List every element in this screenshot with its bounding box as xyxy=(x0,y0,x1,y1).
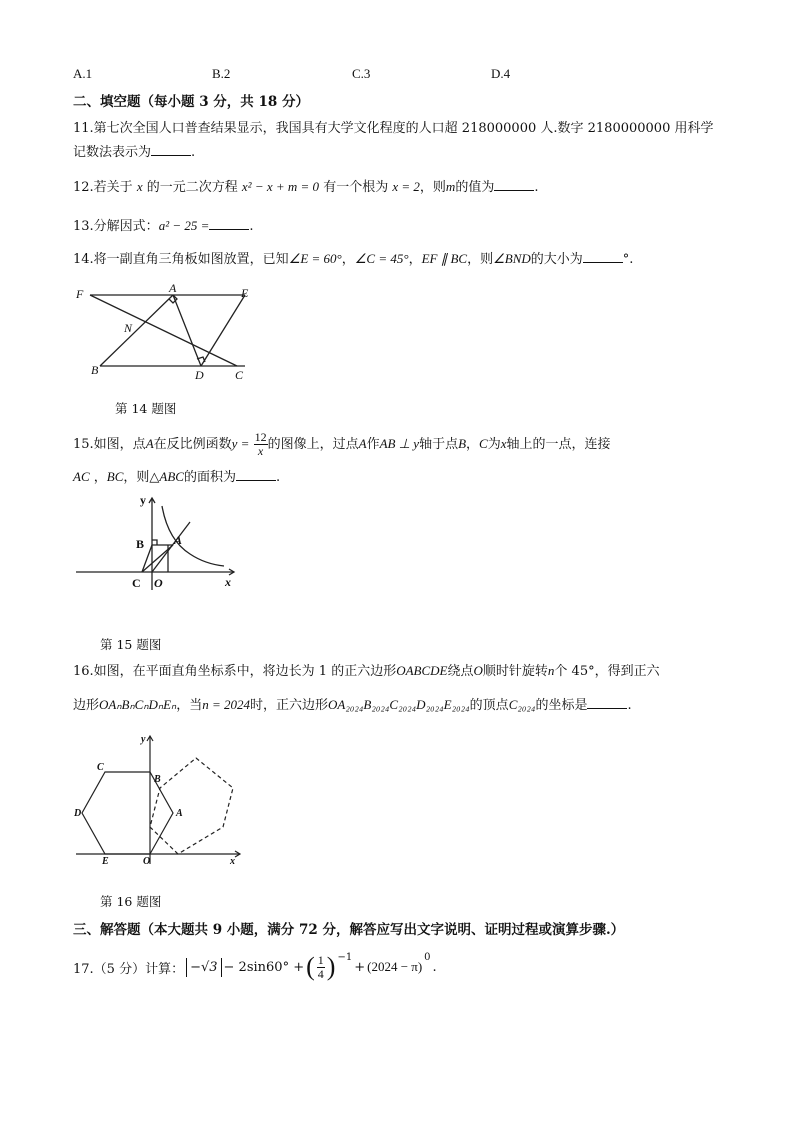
section-3-title: 三、解答题（本大题共 9 小题，满分 72 分，解答应写出文字说明、证明过程或演算步骤.） xyxy=(73,922,625,938)
q15-func-fraction xyxy=(254,431,268,458)
q15-caption: 第 15 题图 xyxy=(100,637,162,652)
q12-answer-blank xyxy=(494,178,534,191)
q15-label-b: B xyxy=(136,537,145,551)
q17-exponent-2: 0 xyxy=(424,952,431,963)
q14-label-e: E xyxy=(241,286,249,300)
q15-line2-abc: ABC xyxy=(159,469,184,484)
q16-line1 xyxy=(73,660,660,679)
q15-point-a: A xyxy=(145,436,154,451)
q15-label-x: x xyxy=(225,575,231,589)
q15-hyperbola xyxy=(162,506,224,566)
q16-label-y: y xyxy=(141,734,146,745)
q16-line2-prefix: 边形 xyxy=(73,698,100,713)
q15-line2-suffix: 的面积为 xyxy=(183,470,236,485)
q17-exponent-1: −1 xyxy=(337,952,353,963)
q16-point-o: O xyxy=(473,663,483,678)
q12-prefix: 12.若关于 xyxy=(73,180,133,195)
q12-mid3: ，则 xyxy=(419,180,446,195)
option-d: D.4 xyxy=(491,66,511,81)
q14-label-f: F xyxy=(76,287,84,301)
section-2-title: 二、填空题（每小题 3 分，共 18 分） xyxy=(73,94,309,110)
q16-figure xyxy=(70,730,250,870)
q16-label-a: A xyxy=(176,808,183,819)
q15-label-a: A xyxy=(174,533,183,547)
q13-text: 13.分解因式：a² − 25 = . xyxy=(73,218,254,234)
q12-mid2: 有一个根为 xyxy=(323,180,389,195)
q15-line-oa xyxy=(152,522,190,572)
q16-label-e: E xyxy=(102,856,109,867)
q15-line2-bc: BC xyxy=(106,469,124,484)
q14-prefix: 14.将一副直角三角板如图放置，已知 xyxy=(73,252,289,267)
q16-label-b: B xyxy=(154,774,161,785)
q15-mid7: 轴上的一点，连接 xyxy=(506,437,611,452)
q15-mid3: 作 xyxy=(366,437,380,452)
option-a: A.1 xyxy=(73,66,93,81)
q17-abs-expr: −√3 xyxy=(186,958,221,977)
q15-point-a-2: A xyxy=(358,436,367,451)
q14-mid: ，则 xyxy=(467,252,494,267)
q14-text: 14.将一副直角三角板如图放置，已知∠E = 60°，∠C = 45°，EF ∥ BC，则∠BND的大小为 °. xyxy=(73,251,634,267)
q14-e-angle: ∠E = 60° xyxy=(288,251,342,266)
q17-fraction xyxy=(317,954,325,981)
q14-label-b: B xyxy=(91,363,99,377)
q15-mid6: 为 xyxy=(487,437,501,452)
q16-c-2024: C₂₀₂₄ xyxy=(508,697,536,712)
q15-var-x: x xyxy=(500,436,507,451)
q17-frac-num: 1 xyxy=(317,952,324,967)
q14-degree: °. xyxy=(622,252,634,267)
q15-point-b: B xyxy=(458,436,467,451)
q15-label-o: O xyxy=(154,576,163,590)
q16-hexagon-rotated xyxy=(150,758,233,854)
q15-label-y: y xyxy=(140,493,146,507)
q16-line2-mid3: 的顶点 xyxy=(469,698,509,713)
q17-prefix: 17.（5 分）计算： xyxy=(73,961,185,977)
q14-label-c: C xyxy=(235,368,244,382)
q17-paren-expr: (2024 − π) xyxy=(367,959,423,974)
q15-figure xyxy=(70,492,245,597)
q16-label-o: O xyxy=(143,856,151,867)
q13-expr: a² − 25 = xyxy=(158,218,210,233)
q14-parallel: EF ∥ BC xyxy=(421,251,468,266)
q16-line1-suffix: 个 45°，得到正六 xyxy=(554,664,660,679)
q14-line-ad xyxy=(173,295,201,366)
q16-hex-2024: OA₂₀₂₄B₂₀₂₄C₂₀₂₄D₂₀₂₄E₂₀₂₄ xyxy=(328,697,470,712)
q15-mid5: ， xyxy=(466,437,480,452)
q17-frac-den: 4 xyxy=(317,966,324,981)
q15-right-angle-b xyxy=(152,540,157,545)
q16-line1-mid: 绕点 xyxy=(447,664,474,679)
q14-label-a: A xyxy=(169,281,177,295)
q16-label-c: C xyxy=(97,762,104,773)
q16-hexagon: OABCDE xyxy=(396,663,448,678)
q16-caption: 第 16 题图 xyxy=(100,894,162,909)
q11-line2-text: 记数法表示为 xyxy=(73,145,152,160)
q17-mid2: + xyxy=(354,959,366,975)
q15-mid1: 在反比例函数 xyxy=(153,437,232,452)
q17-mid1: − 2sin60° + xyxy=(223,959,305,975)
q12-text: 12.若关于 x 的一元二次方程 x² − x + m = 0 有一个根为 x = 2，则m的值为 . xyxy=(73,179,539,195)
q14-caption: 第 14 题图 xyxy=(115,401,177,416)
q12-equation: x² − x + m = 0 xyxy=(241,179,320,194)
q12-var-m: m xyxy=(445,179,456,194)
q15-line1 xyxy=(73,431,611,458)
q16-line1-prefix: 16.如图，在平面直角坐标系中，将边长为 1 的正六边形 xyxy=(73,664,397,679)
q15-prefix: 15.如图，点 xyxy=(73,437,146,452)
q16-line2: 边形OAₙBₙCₙDₙEₙ，当n = 2024时，正六边形OA₂₀₂₄B₂₀₂₄C₂₀₂₄D₂₀₂₄E₂₀₂₄的顶点C₂₀₂₄的坐标是 . xyxy=(73,697,632,713)
q14-bnd: ∠BND xyxy=(493,251,531,266)
q17-period: . xyxy=(432,959,437,975)
q15-mid4: 轴于点 xyxy=(419,437,459,452)
q16-label-x: x xyxy=(230,856,235,867)
q16-hex-n: OAₙBₙCₙDₙEₙ xyxy=(99,697,177,712)
q13-prefix: 13.分解因式： xyxy=(73,219,159,234)
q14-label-d: D xyxy=(195,368,204,382)
q15-point-c: C xyxy=(479,436,488,451)
option-b: B.2 xyxy=(212,66,231,81)
q16-answer-blank xyxy=(587,696,627,709)
q15-perp: AB ⊥ y xyxy=(379,436,420,451)
q15-label-c: C xyxy=(132,576,141,590)
q14-answer-blank xyxy=(583,250,623,263)
q11-line1: 11.第七次全国人口普查结果显示，我国具有大学文化程度的人口超 218000000 人.数字 2180000000 用科学 xyxy=(73,121,714,136)
q15-line2-mid: ，则△ xyxy=(123,470,160,485)
q15-func-left: y = xyxy=(231,436,250,451)
q15-mid2: 的图像上，过点 xyxy=(267,437,359,452)
q14-suffix: 的大小为 xyxy=(530,252,583,267)
q16-var-n: n xyxy=(547,663,555,678)
q11-answer-blank xyxy=(151,143,191,156)
q17-open-paren: ( xyxy=(306,952,315,981)
q15-func-num: 12 xyxy=(254,430,267,444)
q16-line2-mid: ，当 xyxy=(176,698,203,713)
option-c: C.3 xyxy=(352,66,371,81)
q12-suffix: 的值为 xyxy=(455,180,495,195)
q14-label-n: N xyxy=(124,321,133,335)
q15-line2-ac: AC xyxy=(73,469,90,484)
q17-text xyxy=(73,952,437,982)
q14-figure xyxy=(70,280,270,385)
q12-root: x = 2 xyxy=(392,179,420,194)
q16-line1-mid2: 顺时针旋转 xyxy=(482,664,548,679)
q14-c-angle: ∠C = 45° xyxy=(354,251,409,266)
q12-mid: 的一元二次方程 xyxy=(146,180,238,195)
q16-label-d: D xyxy=(74,808,82,819)
q16-n-eq: n = 2024 xyxy=(202,697,250,712)
q16-line2-mid2: 时，正六边形 xyxy=(249,698,328,713)
q15-func-den: x xyxy=(257,444,264,458)
q12-var-x: x xyxy=(136,179,143,194)
q16-line2-suffix: 的坐标是 xyxy=(535,698,588,713)
q13-answer-blank xyxy=(209,217,249,230)
q15-line2: AC ，BC，则△ABC的面积为 . xyxy=(73,469,281,485)
q15-answer-blank xyxy=(236,468,276,481)
q11-line2: 记数法表示为 . xyxy=(73,145,196,160)
q14-line-de xyxy=(201,295,245,366)
q17-close-paren: ) xyxy=(326,952,336,981)
q14-line-fc xyxy=(90,295,237,366)
